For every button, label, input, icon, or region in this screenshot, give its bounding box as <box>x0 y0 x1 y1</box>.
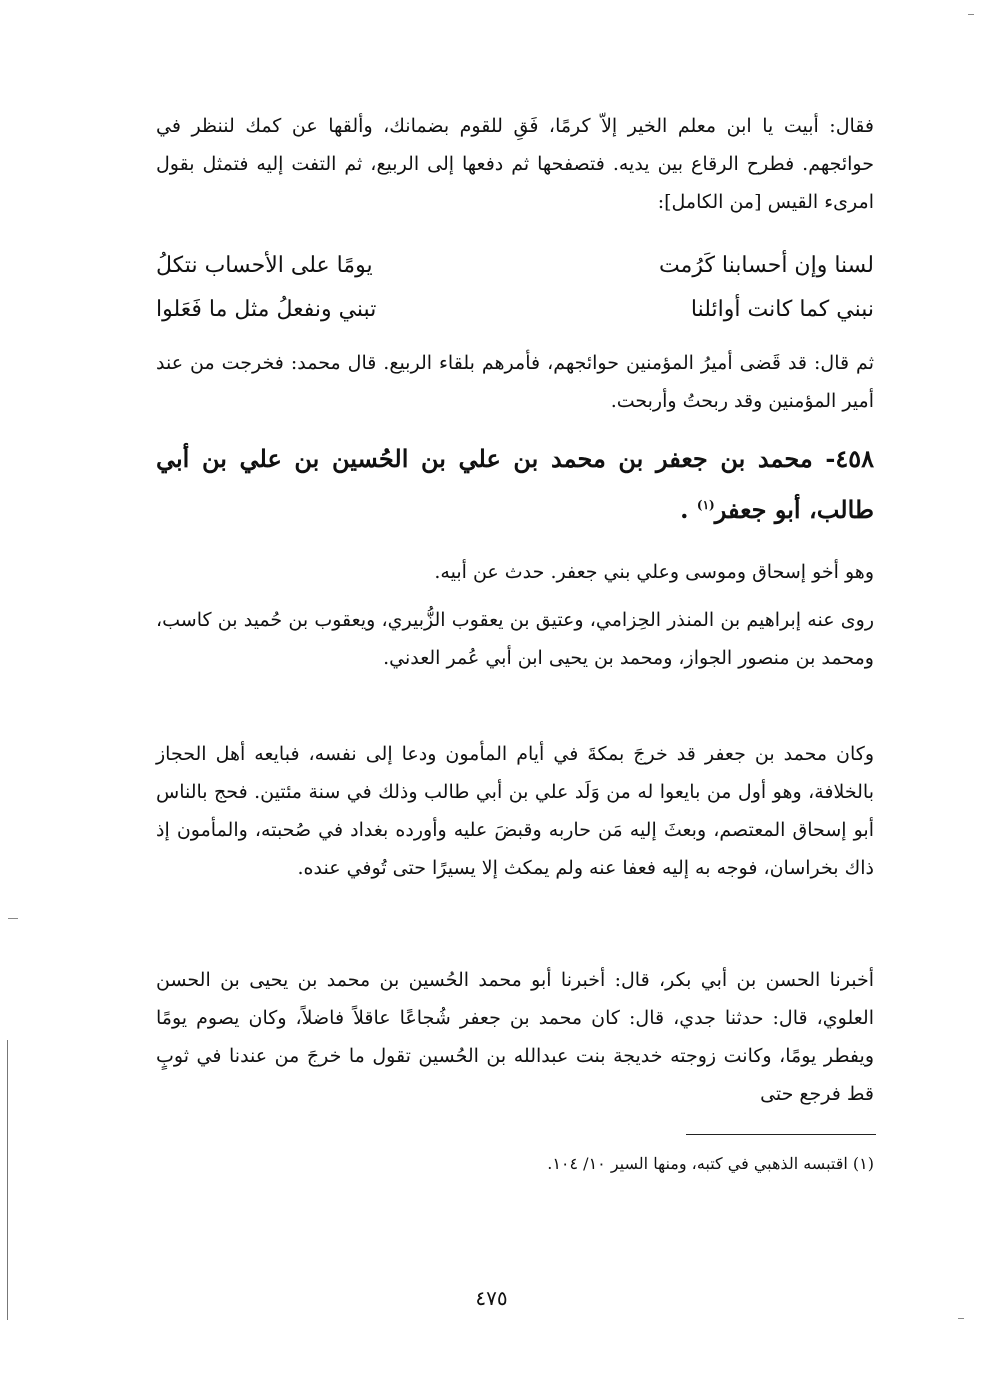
entry-heading-end: . <box>680 495 697 524</box>
scan-mark <box>968 14 974 15</box>
paragraph-report: أخبرنا الحسن بن أبي بكر، قال: أخبرنا أبو محمد الحُسين بن محمد بن يحيى بن الحسن العلوي، قال: حدثنا جدي، قال: كان محمد بن جعفر شُجاعًا عاقلاً فاضلاً، وكان يصوم يومًا ويفطر يومًا، وكانت زوجته خديجة بنت عبدالله بن الحُسين تقول ما خرجَ من عندنا في ثوبٍ قط فرجع حتى <box>156 969 874 1105</box>
paragraph-narrators: روى عنه إبراهيم بن المنذر الحِزامي، وعتيق بن يعقوب الزُّبيري، ويعقوب بن حُميد بن كاسب، ومحمد بن منصور الجواز، ومحمد بن يحيى ابن أبي عُمر العدني. <box>156 609 874 669</box>
history-section <box>156 735 874 887</box>
scan-margin-line <box>7 1040 8 1320</box>
entry-heading-text: ٤٥٨- محمد بن جعفر بن محمد بن علي بن الحُسين بن علي بن أبي طالب، أبو جعفر <box>156 444 874 524</box>
brother-section <box>156 553 874 591</box>
intro-section <box>156 107 874 221</box>
poem-first-hemistich: لسنا وإن أحسابنا كَرُمت <box>658 253 874 278</box>
entry-heading <box>156 436 874 533</box>
paragraph-history: وكان محمد بن جعفر قد خرجَ بمكةَ في أيام المأمون ودعا إلى نفسه، فبايعه أهل الحجاز بالخلافة، وهو أول من بايعوا له من وَلَد علي بن أبي طالب وذلك في سنة مئتين. فحج بالناس أبو إسحاق المعتصم، وبعثَ إليه مَن حاربه وقبضَ عليه وأورده بغداد في صُحبته، والمأمون إذ ذاك بخراسان، فوجه به إليه فعفا عنه ولم يمكث إلا يسيرًا حتى تُوفي عنده. <box>156 743 874 879</box>
after-poem-paragraph: ثم قال: قد قَضى أميرُ المؤمنين حوائجهم، فأمرهم بلقاء الربيع. قال محمد: فخرجت من عند أمير المؤمنين وقد ربحتُ وأربحت. <box>156 352 874 412</box>
after-poem-section <box>156 344 874 420</box>
poem-second-hemistich: تبني ونفعلُ مثل ما فَعَلوا <box>156 297 377 322</box>
intro-paragraph: فقال: أبيت يا ابن معلم الخير إلاّ كرمًا، فَقِ للقوم بضمانك، وألقها عن كمك لننظر في حوائجهم. فطرح الرقاع بين يديه. فتصفحها ثم دفعها إلى الربيع، ثم التفت إليه فتمثل بقول امرىء القيس [من الكامل]: <box>156 115 874 213</box>
scan-mark <box>958 1318 964 1319</box>
report-section <box>156 961 874 1113</box>
poem-second-hemistich: يومًا على الأحساب نتكلُ <box>156 253 373 278</box>
entry-heading-block <box>156 436 874 533</box>
paragraph-brother: وهو أخو إسحاق وموسى وعلي بني جعفر. حدث عن أبيه. <box>434 561 874 583</box>
poem-verse <box>156 288 874 332</box>
page-number: ٤٧٥ <box>475 1286 508 1310</box>
poem-verse <box>156 244 874 288</box>
scan-mark <box>8 918 18 919</box>
poem <box>156 244 874 332</box>
footnote-ref: (١) <box>696 498 715 512</box>
footnote-divider <box>686 1134 876 1135</box>
footnote: (١) اقتبسه الذهبي في كتبه، ومنها السير ١٠/ ١٠٤. <box>547 1154 874 1173</box>
narrators-section <box>156 601 874 677</box>
poem-first-hemistich: نبني كما كانت أوائلنا <box>690 297 874 322</box>
